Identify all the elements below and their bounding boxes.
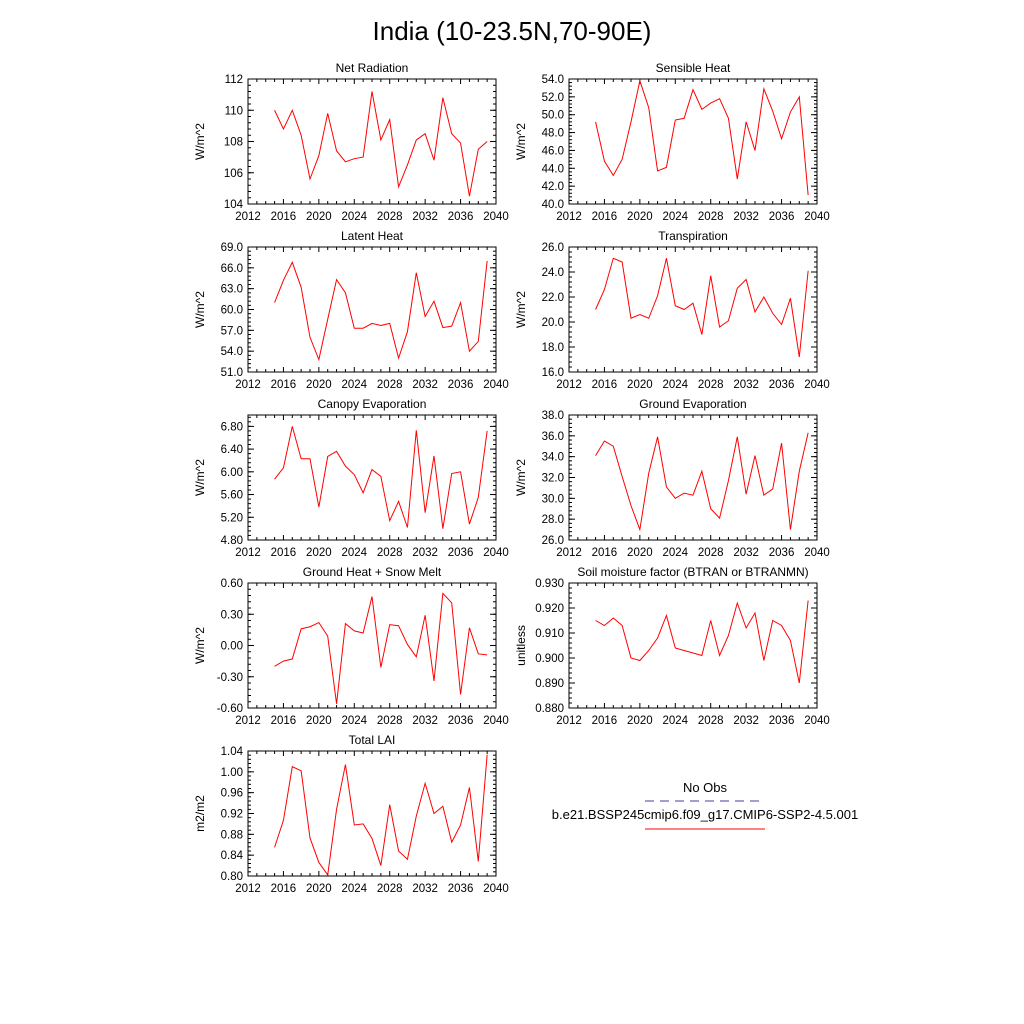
- x-tick-label: 2032: [412, 547, 438, 559]
- y-tick-label: 0.88: [220, 829, 243, 842]
- series-line: [275, 92, 488, 197]
- x-tick-label: 2012: [556, 379, 582, 391]
- y-tick-label: 0.880: [535, 703, 564, 715]
- y-tick-label: 0.900: [535, 653, 564, 665]
- x-tick-label: 2012: [235, 547, 261, 559]
- x-tick-label: 2024: [341, 379, 368, 391]
- y-tick-label: 1.00: [220, 766, 243, 779]
- y-axis-label: W/m^2: [193, 627, 207, 664]
- x-tick-label: 2040: [804, 379, 830, 391]
- y-tick-label: 54.0: [541, 74, 564, 86]
- x-tick-label: 2020: [306, 379, 332, 391]
- x-tick-label: 2036: [447, 547, 474, 559]
- x-tick-label: 2020: [627, 547, 653, 559]
- y-axis-label: W/m^2: [193, 123, 207, 160]
- panel-title: Latent Heat: [340, 229, 404, 243]
- series-line: [275, 261, 488, 360]
- x-tick-label: 2040: [483, 883, 509, 895]
- panel-ground-heat-snow-melt: [193, 565, 509, 727]
- y-axis-label: unitless: [514, 625, 528, 666]
- y-tick-label: 63.0: [220, 283, 243, 296]
- x-tick-label: 2024: [341, 547, 368, 559]
- y-tick-label: 0.30: [220, 609, 243, 622]
- panel-title: Transpiration: [658, 229, 728, 243]
- y-tick-label: 32.0: [541, 472, 564, 485]
- panel-latent-heat: [193, 229, 509, 391]
- y-tick-label: 5.20: [220, 512, 243, 525]
- x-tick-label: 2028: [697, 547, 724, 559]
- x-tick-label: 2040: [483, 715, 509, 727]
- y-tick-label: -0.30: [216, 671, 243, 684]
- legend: [552, 780, 858, 829]
- plot-frame: [248, 583, 496, 708]
- x-tick-label: 2036: [768, 211, 795, 223]
- x-tick-label: 2020: [306, 547, 332, 559]
- x-tick-label: 2020: [627, 379, 653, 391]
- panel-title: Sensible Heat: [655, 61, 731, 75]
- y-axis-label: W/m^2: [193, 291, 207, 328]
- series-line: [275, 755, 488, 875]
- x-tick-label: 2016: [270, 883, 297, 895]
- x-tick-label: 2024: [341, 883, 368, 895]
- y-tick-label: 54.0: [220, 346, 243, 359]
- y-tick-label: 4.80: [220, 535, 243, 547]
- y-tick-label: 26.0: [541, 242, 564, 254]
- y-tick-label: 36.0: [541, 430, 564, 443]
- x-tick-label: 2016: [591, 211, 618, 223]
- x-tick-label: 2036: [768, 547, 795, 559]
- y-tick-label: 34.0: [541, 451, 564, 464]
- x-tick-label: 2040: [804, 547, 830, 559]
- panel-canopy-evaporation: [193, 397, 509, 559]
- x-tick-label: 2012: [235, 211, 261, 223]
- x-tick-label: 2016: [591, 715, 618, 727]
- x-tick-label: 2020: [306, 715, 332, 727]
- x-tick-label: 2020: [306, 883, 332, 895]
- y-tick-label: 0.00: [220, 640, 243, 653]
- figure-title: India (10-23.5N,70-90E): [372, 16, 652, 46]
- y-tick-label: 0.60: [220, 578, 243, 590]
- y-axis-label: W/m^2: [193, 459, 207, 496]
- series-line: [596, 601, 809, 684]
- plot-frame: [569, 79, 817, 204]
- x-tick-label: 2032: [412, 211, 438, 223]
- y-axis-label: W/m^2: [514, 291, 528, 328]
- series-line: [596, 433, 809, 530]
- y-tick-label: 48.0: [541, 127, 564, 140]
- y-tick-label: 0.84: [220, 850, 243, 863]
- y-tick-label: 0.92: [220, 808, 243, 821]
- x-tick-label: 2016: [270, 379, 297, 391]
- y-tick-label: 6.00: [220, 466, 243, 479]
- y-tick-label: 57.0: [220, 325, 243, 338]
- x-tick-label: 2012: [235, 883, 261, 895]
- y-tick-label: 44.0: [541, 163, 564, 176]
- x-tick-label: 2024: [662, 379, 689, 391]
- y-tick-label: 51.0: [220, 367, 243, 379]
- y-tick-label: -0.60: [216, 703, 243, 715]
- y-tick-label: 40.0: [541, 199, 564, 211]
- x-tick-label: 2040: [483, 547, 509, 559]
- legend-label-obs: No Obs: [682, 780, 728, 795]
- x-tick-label: 2028: [376, 715, 403, 727]
- panel-total-lai: [193, 733, 509, 895]
- plot-frame: [248, 751, 496, 876]
- y-tick-label: 66.0: [220, 262, 243, 275]
- x-tick-label: 2036: [447, 379, 474, 391]
- y-tick-label: 50.0: [541, 109, 564, 122]
- plot-frame: [569, 415, 817, 540]
- y-tick-label: 16.0: [541, 367, 564, 379]
- x-tick-label: 2032: [733, 715, 759, 727]
- x-tick-label: 2028: [697, 211, 724, 223]
- x-tick-label: 2028: [376, 547, 403, 559]
- panel-title: Total LAI: [348, 733, 396, 747]
- x-tick-label: 2040: [804, 211, 830, 223]
- panel-title: Canopy Evaporation: [317, 397, 427, 411]
- panel-title: Net Radiation: [335, 61, 409, 75]
- x-tick-label: 2028: [376, 379, 403, 391]
- y-tick-label: 1.04: [220, 746, 243, 758]
- x-tick-label: 2016: [270, 715, 297, 727]
- x-tick-label: 2024: [662, 715, 689, 727]
- x-tick-label: 2036: [447, 715, 474, 727]
- x-tick-label: 2028: [376, 883, 403, 895]
- x-tick-label: 2012: [556, 715, 582, 727]
- x-tick-label: 2028: [697, 379, 724, 391]
- x-tick-label: 2036: [768, 715, 795, 727]
- y-tick-label: 0.80: [220, 871, 243, 883]
- x-tick-label: 2012: [235, 379, 261, 391]
- x-tick-label: 2032: [412, 379, 438, 391]
- plot-frame: [248, 247, 496, 372]
- plot-frame: [569, 247, 817, 372]
- x-tick-label: 2012: [556, 547, 582, 559]
- x-tick-label: 2040: [483, 211, 509, 223]
- y-tick-label: 6.40: [220, 444, 243, 457]
- y-tick-label: 0.910: [535, 628, 564, 640]
- legend-label-model: b.e21.BSSP245cmip6.f09_g17.CMIP6-SSP2-4.5.001: [551, 807, 859, 822]
- x-tick-label: 2032: [733, 211, 759, 223]
- x-tick-label: 2032: [733, 547, 759, 559]
- y-tick-label: 20.0: [541, 317, 564, 329]
- y-tick-label: 110: [224, 105, 243, 118]
- x-tick-label: 2024: [341, 715, 368, 727]
- panel-ground-evaporation: [514, 397, 830, 559]
- x-tick-label: 2012: [235, 715, 261, 727]
- x-tick-label: 2036: [447, 883, 474, 895]
- panel-transpiration: [514, 229, 830, 391]
- y-tick-label: 38.0: [541, 410, 564, 422]
- x-tick-label: 2032: [412, 715, 438, 727]
- y-tick-label: 30.0: [541, 493, 564, 506]
- y-tick-label: 26.0: [541, 535, 564, 547]
- series-line: [596, 258, 809, 357]
- y-tick-label: 104: [223, 199, 243, 211]
- y-tick-label: 22.0: [541, 292, 564, 304]
- x-tick-label: 2036: [768, 379, 795, 391]
- x-tick-label: 2016: [591, 379, 618, 391]
- panel-title: Ground Heat + Snow Melt: [302, 565, 442, 579]
- x-tick-label: 2012: [556, 211, 582, 223]
- x-tick-label: 2020: [627, 715, 653, 727]
- x-tick-label: 2020: [306, 211, 332, 223]
- x-tick-label: 2020: [627, 211, 653, 223]
- y-tick-label: 0.930: [535, 578, 564, 590]
- x-tick-label: 2016: [270, 547, 297, 559]
- x-tick-label: 2024: [662, 547, 689, 559]
- panel-sensible-heat: [514, 61, 830, 223]
- y-tick-label: 28.0: [541, 514, 564, 527]
- panel-title: Soil moisture factor (BTRAN or BTRANMN): [577, 565, 809, 579]
- y-tick-label: 106: [223, 167, 243, 180]
- panels: [193, 61, 830, 895]
- x-tick-label: 2016: [591, 547, 618, 559]
- plot-frame: [248, 415, 496, 540]
- x-tick-label: 2016: [270, 211, 297, 223]
- x-tick-label: 2024: [341, 211, 368, 223]
- panel-title: Ground Evaporation: [639, 397, 747, 411]
- y-tick-label: 42.0: [541, 181, 564, 194]
- series-line: [275, 593, 488, 703]
- y-tick-label: 112: [224, 74, 243, 86]
- y-tick-label: 46.0: [541, 145, 564, 158]
- y-tick-label: 0.890: [535, 678, 564, 690]
- y-tick-label: 0.96: [220, 787, 243, 800]
- y-tick-label: 60.0: [220, 304, 243, 317]
- y-tick-label: 18.0: [541, 342, 564, 354]
- y-tick-label: 52.0: [541, 91, 564, 104]
- series-line: [596, 81, 809, 195]
- plot-frame: [569, 583, 817, 708]
- x-tick-label: 2024: [662, 211, 689, 223]
- x-tick-label: 2040: [483, 379, 509, 391]
- x-tick-label: 2036: [447, 211, 474, 223]
- x-tick-label: 2032: [412, 883, 438, 895]
- y-tick-label: 69.0: [220, 242, 243, 254]
- y-tick-label: 6.80: [220, 421, 243, 434]
- x-tick-label: 2028: [697, 715, 724, 727]
- x-tick-label: 2028: [376, 211, 403, 223]
- y-axis-label: m2/m2: [193, 795, 207, 832]
- x-tick-label: 2032: [733, 379, 759, 391]
- y-axis-label: W/m^2: [514, 123, 528, 160]
- y-tick-label: 108: [223, 136, 243, 149]
- y-tick-label: 0.920: [535, 603, 564, 615]
- x-tick-label: 2040: [804, 715, 830, 727]
- y-tick-label: 24.0: [541, 267, 564, 279]
- y-axis-label: W/m^2: [514, 459, 528, 496]
- panel-net-radiation: [193, 61, 509, 223]
- series-line: [275, 426, 488, 528]
- y-tick-label: 5.60: [220, 489, 243, 502]
- panel-soil-moisture-factor-btran-or-btranmn: [514, 565, 830, 727]
